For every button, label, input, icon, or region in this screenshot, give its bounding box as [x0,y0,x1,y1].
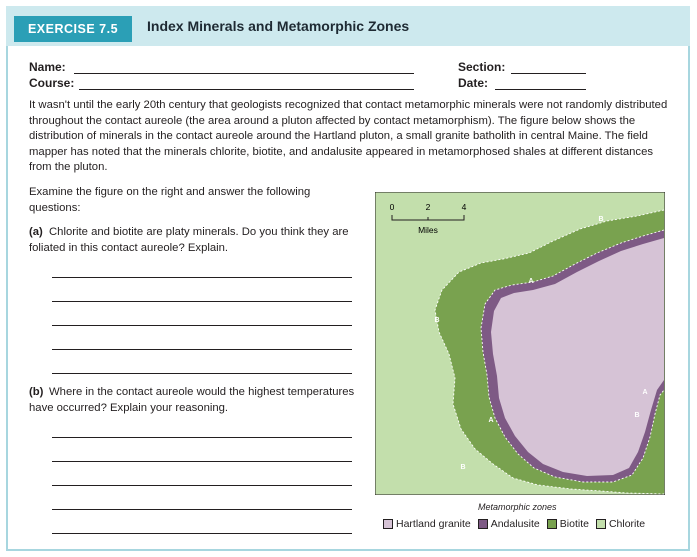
answer-line-b4[interactable] [52,509,352,510]
scale-tick-0: 0 [389,202,395,212]
isograd-label-a3: A [642,389,648,396]
isograd-label-a2: A [488,417,494,424]
scale-unit: Miles [418,225,438,235]
isograd-label-b1: B [598,216,604,223]
isograd-label-a1: A [528,278,534,285]
date-label: Date: [458,76,489,90]
course-label: Course: [29,76,75,90]
legend-label-chlorite: Chlorite [608,518,646,530]
section-label: Section: [458,60,506,74]
legend-title: Metamorphic zones [478,502,557,512]
isograd-label-b3: B [460,464,466,471]
name-label: Name: [29,60,66,74]
course-field[interactable] [79,89,414,90]
legend-item-chlorite [596,518,645,530]
date-field[interactable] [495,89,586,90]
name-field[interactable] [74,73,414,74]
legend-label-biotite: Biotite [559,518,589,530]
legend-swatch-granite [383,519,393,529]
question-a [29,225,359,256]
answer-line-a3[interactable] [52,325,352,326]
legend-item-andalusite [478,518,540,530]
exercise-title: Index Minerals and Metamorphic Zones [147,18,410,34]
question-b-text: Where in the contact aureole would the highest temperatures have occurred? Explain your reasoning. [29,386,355,414]
question-a-text: Chlorite and biotite are platy minerals. Do you think they are foliated in this contact aureole? Explain. [29,226,349,254]
exercise-number-badge: EXERCISE 7.5 [14,16,132,42]
scale-tick-2: 2 [425,202,431,212]
metamorphic-zone-map [375,192,665,495]
legend-swatch-chlorite [596,519,606,529]
section-field[interactable] [511,73,586,74]
question-b-letter: (b) [29,386,44,398]
legend-item-granite [383,518,471,530]
answer-line-b3[interactable] [52,485,352,486]
intro-paragraph: It wasn't until the early 20th century that geologists recognized that contact metamorphic minerals were not randomly distributed throughout the contact aureole (the area around a pluton affected by contact metamorphism). The figure below shows the distribution of minerals in the contact aureole around the Hartland pluton, a small granite batholith in central Maine. The field mapper has noted that the minerals chlorite, biotite, and andalusite appeared in metamorphosed shales at different distances from the pluton. [29,99,668,173]
legend-item-biotite [547,518,589,530]
answer-line-a4[interactable] [52,349,352,350]
answer-line-b2[interactable] [52,461,352,462]
answer-line-a5[interactable] [52,373,352,374]
scale-tick-4: 4 [461,202,467,212]
isograd-label-b4: B [634,412,640,419]
legend-swatch-biotite [547,519,557,529]
answer-line-b5[interactable] [52,533,352,534]
answer-line-a2[interactable] [52,301,352,302]
legend-swatch-andalusite [478,519,488,529]
isograd-label-b2: B [434,317,440,324]
question-b [29,385,359,416]
legend [383,517,652,531]
legend-label-granite: Hartland granite [396,518,471,530]
question-a-letter: (a) [29,226,43,238]
legend-label-andalusite: Andalusite [490,518,540,530]
answer-line-a1[interactable] [52,277,352,278]
answer-line-b1[interactable] [52,437,352,438]
instruction-text: Examine the figure on the right and answer the following questions: [29,186,311,214]
